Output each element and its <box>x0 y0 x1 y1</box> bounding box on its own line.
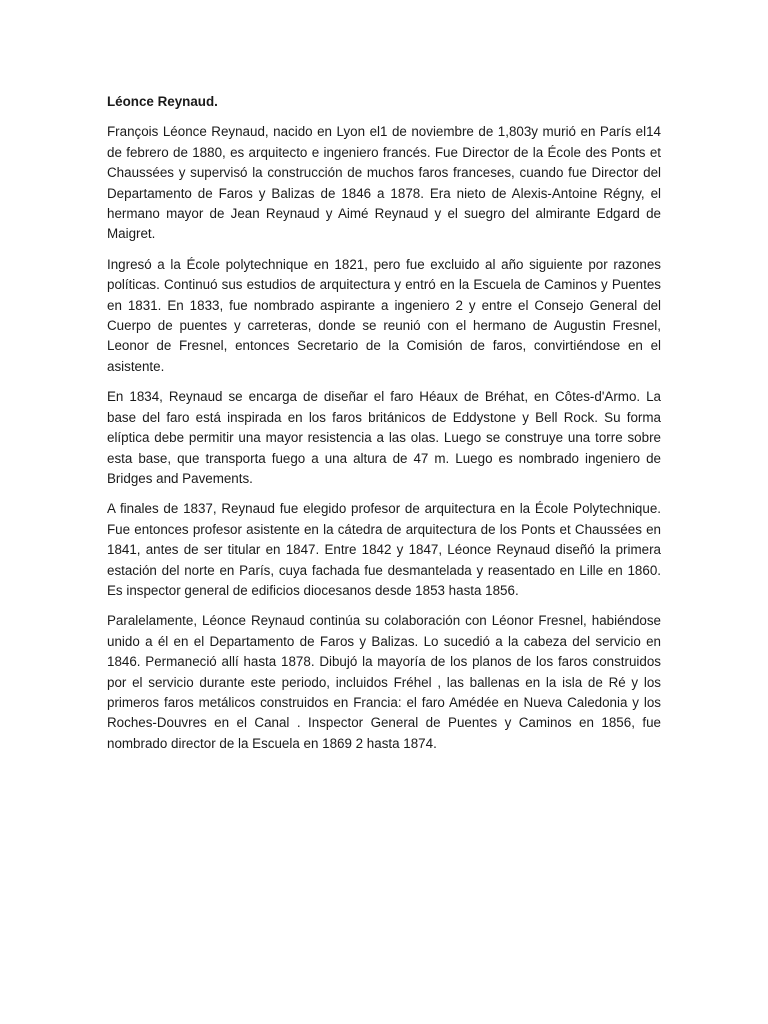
document-body <box>107 92 661 764</box>
document-title: Léonce Reynaud. <box>107 94 218 109</box>
paragraph-2: Ingresó a la École polytechnique en 1821, pero fue excluido al año siguiente por razones políticas. Continuó sus estudios de arquitectura y entró en la Escuela de Caminos y Puentes en 1831. En 1833, fue nombrado aspirante a ingeniero 2 y entre el Consejo General del Cuerpo de puentes y carreteras, donde se reunió con el hermano de Augustin Fresnel, Leonor de Fresnel, entonces Secretario de la Comisión de faros, convirtiéndose en el asistente. <box>107 256 661 374</box>
paragraph-4: A finales de 1837, Reynaud fue elegido profesor de arquitectura en la École Polytechnique. Fue entonces profesor asistente en la cátedra de arquitectura de los Ponts et Chaussées en 1841, antes de ser titular en 1847. Entre 1842 y 1847, Léonce Reynaud diseñó la primera estación del norte en París, cuya fachada fue desmantelada y reasentado en Lille en 1860. Es inspector general de edificios diocesanos desde 1853 hasta 1856. <box>107 501 661 598</box>
paragraph-1: François Léonce Reynaud, nacido en Lyon el1 de noviembre de 1,803y murió en París el14 de febrero de 1880, es arquitecto e ingeniero francés. Fue Director de la École des Ponts et Chaussées y supervisó la construcción de muchos faros franceses, cuando fue Director del Departamento de Faros y Balizas de 1846 a 1878. Era nieto de Alexis-Antoine Régny, el hermano mayor de Jean Reynaud y Aimé Reynaud y el suegro del almirante Edgard de Maigret. <box>107 124 661 242</box>
paragraph-5: Paralelamente, Léonce Reynaud continúa su colaboración con Léonor Fresnel, habiéndose unido a él en el Departamento de Faros y Balizas. Lo sucedió a la cabeza del servicio en 1846. Permaneció allí hasta 1878. Dibujó la mayoría de los planos de los faros construidos por el servicio durante este periodo, incluidos Fréhel , las ballenas en la isla de Ré y los primeros faros metálicos construidos en Francia: el faro Amédée en Nueva Caledonia y los Roches-Douvres en el Canal . Inspector General de Puentes y Caminos en 1856, fue nombrado director de la Escuela en 1869 2 hasta 1874. <box>107 613 661 751</box>
paragraph-3: En 1834, Reynaud se encarga de diseñar el faro Héaux de Bréhat, en Côtes-d'Armo. La base del faro está inspirada en los faros británicos de Eddystone y Bell Rock. Su forma elíptica debe permitir una mayor resistencia a las olas. Luego se construye una torre sobre esta base, que transporta fuego a una altura de 47 m. Luego es nombrado ingeniero de Bridges and Pavements. <box>107 389 661 486</box>
